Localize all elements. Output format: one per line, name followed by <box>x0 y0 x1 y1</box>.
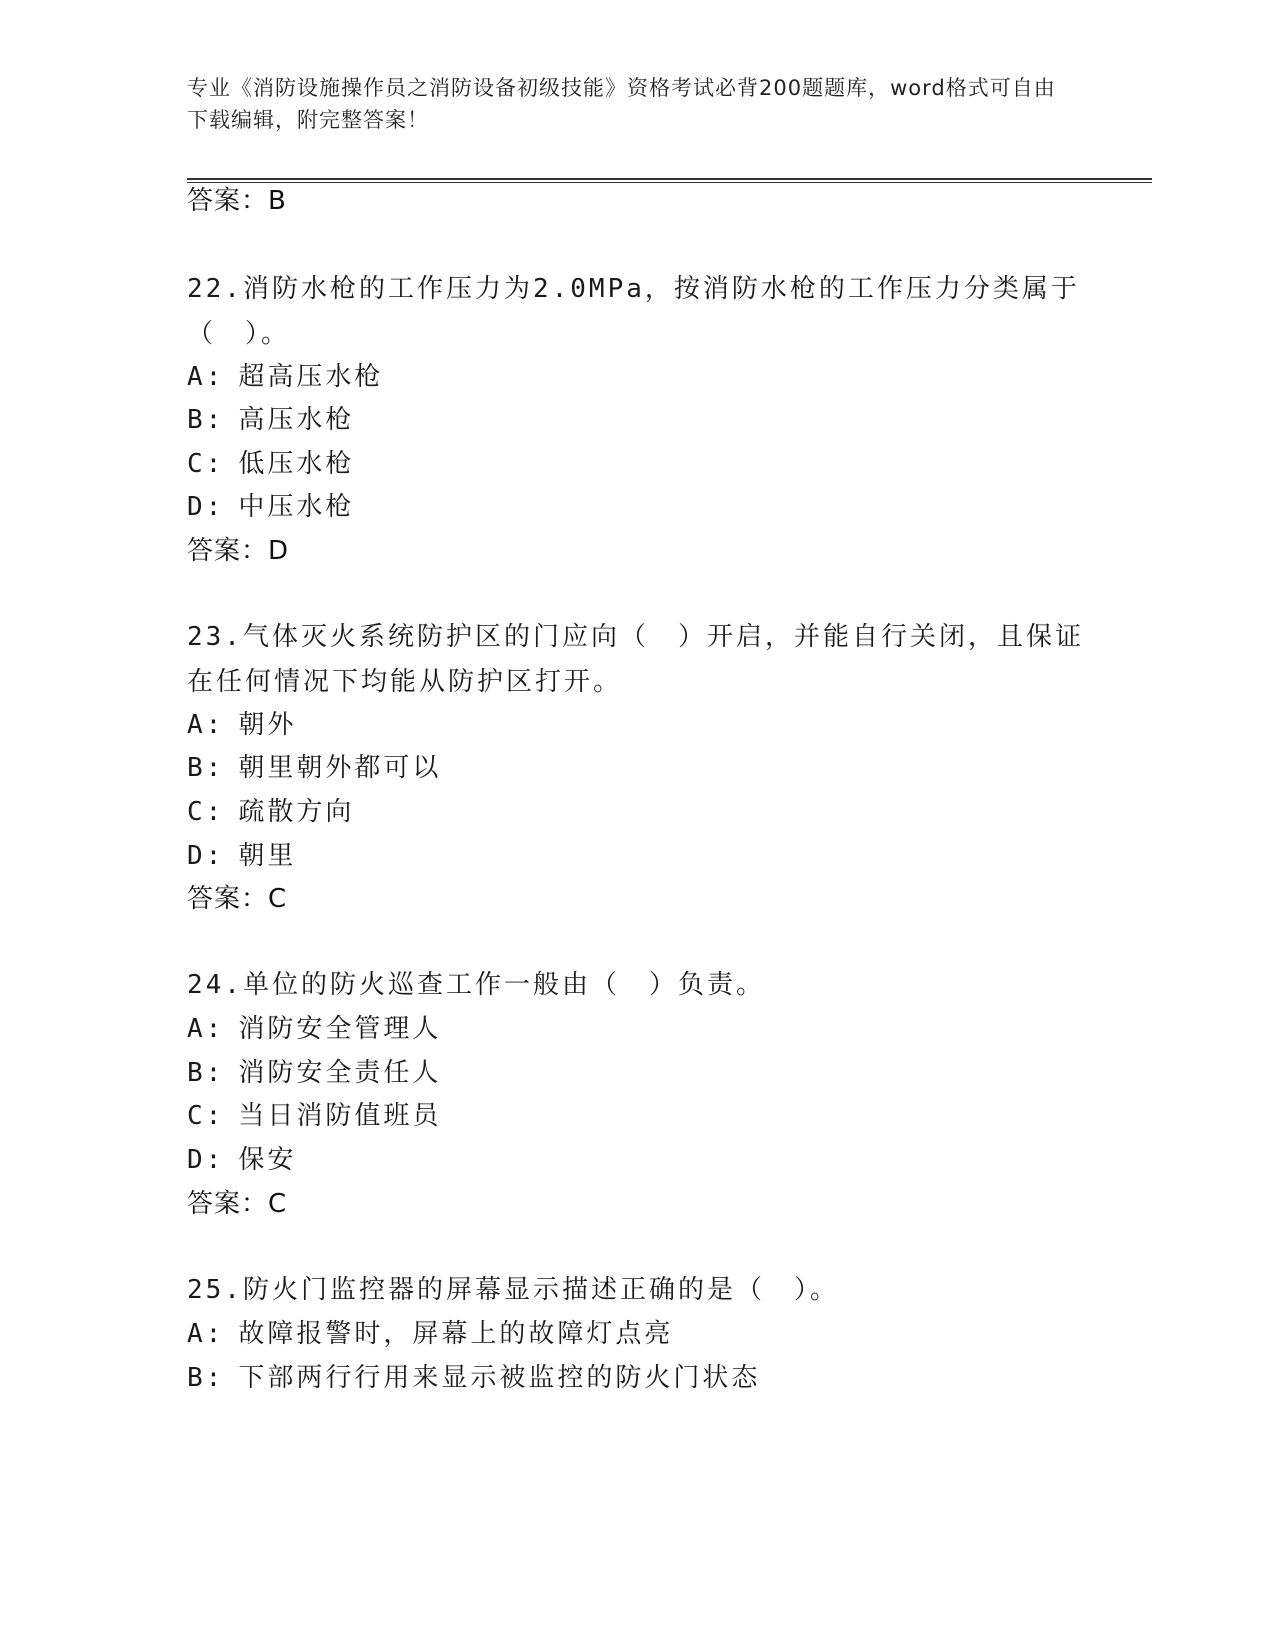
question-24-stem: 24.单位的防火巡查工作一般由（ ）负责。 <box>187 970 765 1000</box>
question-22-answer: 答案：D <box>187 536 290 566</box>
answer-prev: 答案：B <box>187 186 287 216</box>
question-23-option-d: D: 朝里 <box>187 841 297 871</box>
question-24-option-c: C: 当日消防值班员 <box>187 1101 442 1131</box>
question-22-option-a: A: 超高压水枪 <box>187 362 384 392</box>
question-23-answer: 答案：C <box>187 884 288 914</box>
document-header: 专业《消防设施操作员之消防设备初级技能》资格考试必背200题题库，word格式可自由下载编辑，附完整答案！ <box>187 76 1056 132</box>
question-22-option-b: B: 高压水枪 <box>187 405 355 435</box>
question-22-option-c: C: 低压水枪 <box>187 449 355 479</box>
question-25-option-b: B: 下部两行行用来显示被监控的防火门状态 <box>187 1363 761 1393</box>
question-23-option-b: B: 朝里朝外都可以 <box>187 753 442 783</box>
question-23-option-a: A: 朝外 <box>187 710 297 740</box>
question-24-option-d: D: 保安 <box>187 1145 297 1175</box>
question-22-stem: 22.消防水枪的工作压力为2.0MPa，按消防水枪的工作压力分类属于（ ）。 <box>187 274 1080 349</box>
question-25-option-a: A: 故障报警时，屏幕上的故障灯点亮 <box>187 1319 674 1349</box>
question-22-option-d: D: 中压水枪 <box>187 492 355 522</box>
question-23-option-c: C: 疏散方向 <box>187 797 355 827</box>
question-24-answer: 答案：C <box>187 1189 288 1219</box>
question-23-stem: 23.气体灭火系统防护区的门应向（ ）开启，并能自行关闭，且保证在任何情况下均能从防护区打开。 <box>187 622 1084 697</box>
header-divider <box>187 178 1152 183</box>
question-25-stem: 25.防火门监控器的屏幕显示描述正确的是（ ）。 <box>187 1275 839 1305</box>
question-24-option-b: B: 消防安全责任人 <box>187 1058 442 1088</box>
question-24-option-a: A: 消防安全管理人 <box>187 1014 442 1044</box>
